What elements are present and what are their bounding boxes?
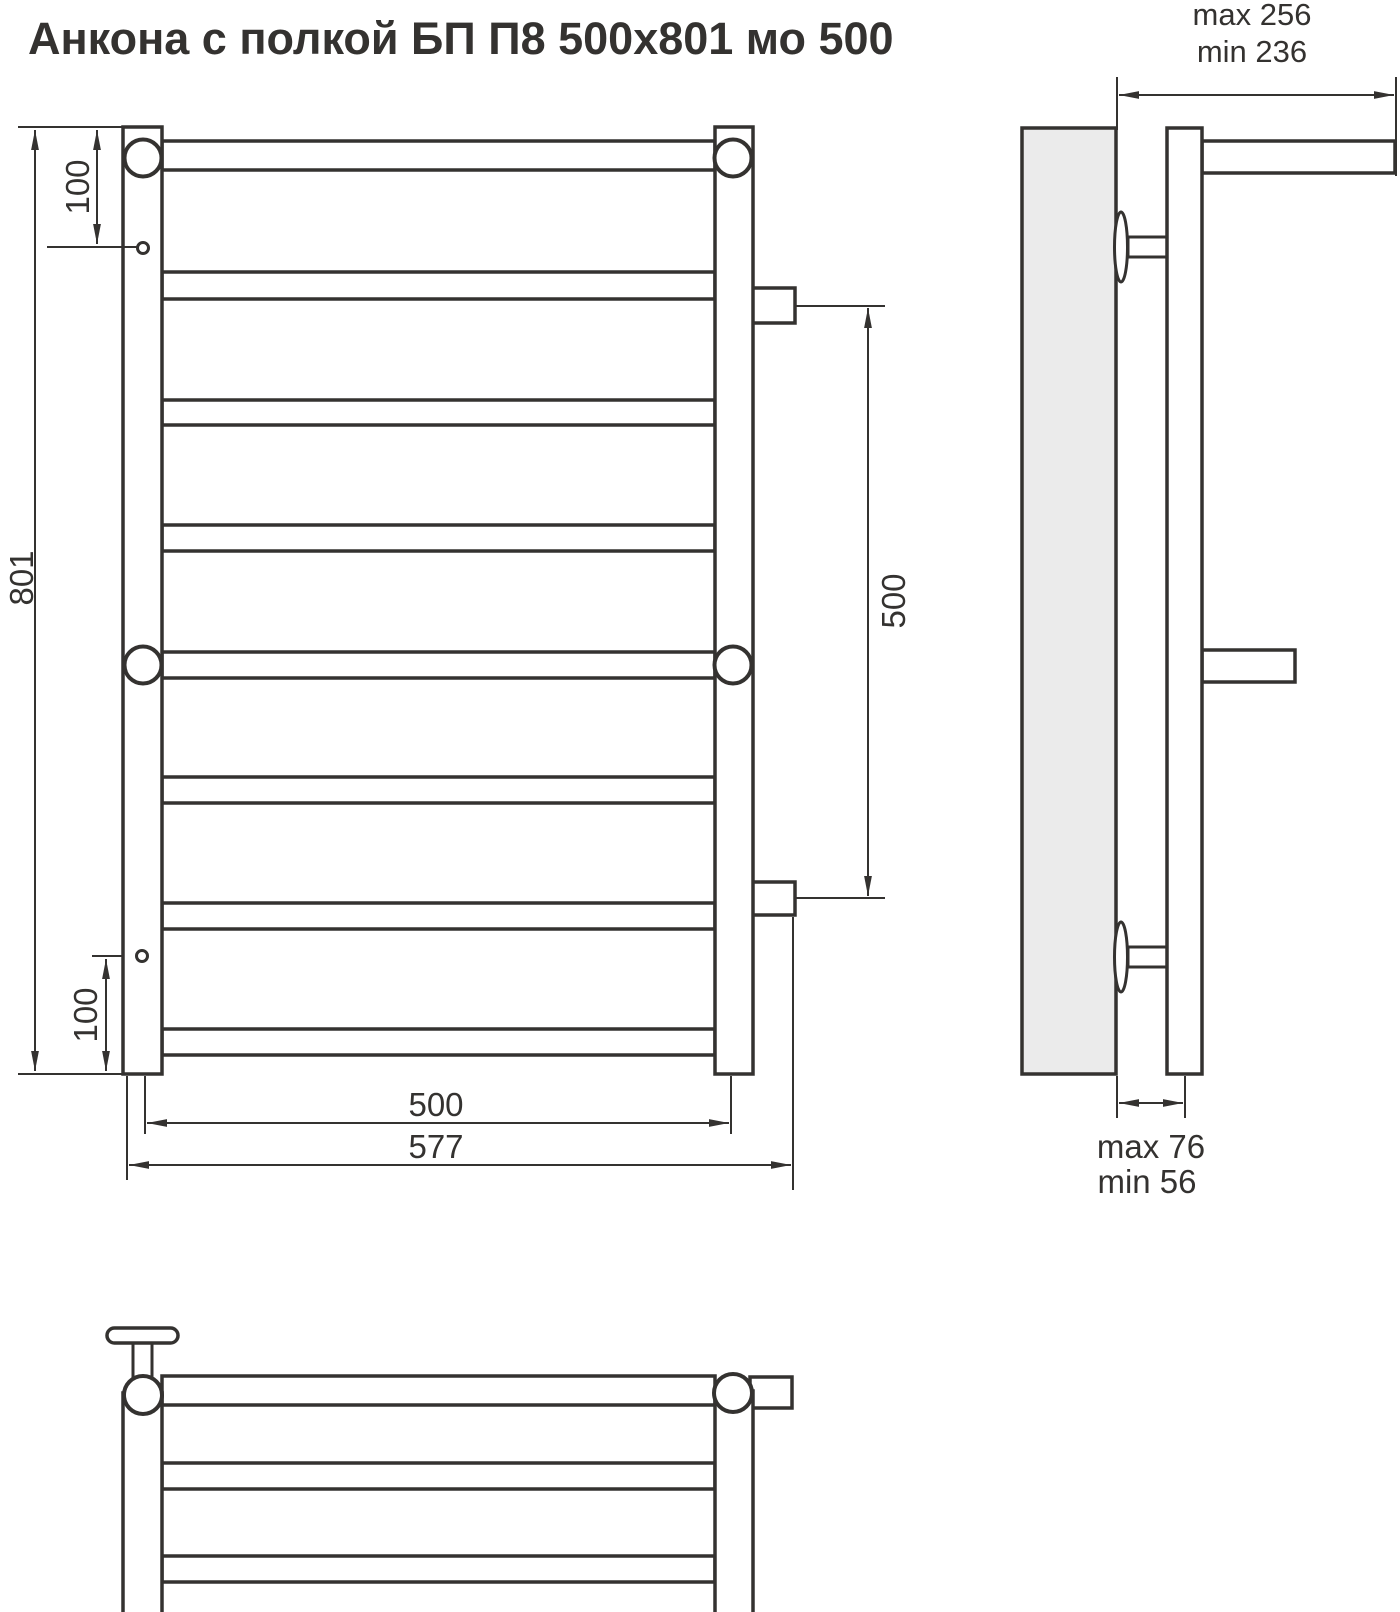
dim-label-top-offset: 100 [59,159,96,215]
dim-connector-spacing [796,306,912,898]
top-view-bracket-right [714,1374,752,1412]
dim-label-overall-height: 801 [3,550,40,606]
dim-bottom-offset [67,956,123,1071]
side-mid-connector [1202,650,1295,682]
front-bracket-top-left [125,140,162,177]
dim-label-overall-width: 577 [408,1128,464,1165]
side-screw-bottom [1115,922,1168,992]
top-view-left-post [123,1393,162,1612]
drawing-title: Анкона с полкой БП П8 500х801 мо 500 [28,13,894,64]
side-wall-plate [1022,128,1116,1074]
dim-label-clearance-min: min 56 [1097,1163,1197,1200]
front-bracket-top-right [715,140,752,177]
side-view [1022,128,1395,1074]
top-view [107,1328,792,1612]
top-view-bracket-left [124,1376,162,1414]
front-connector-bottom [752,882,795,915]
front-rung-6 [162,777,715,803]
front-connector-top [752,288,795,323]
top-view-shelf-bar-2 [162,1556,715,1582]
front-bracket-mid-left [125,647,162,684]
dim-label-bottom-offset: 100 [67,987,104,1043]
front-rung-2 [162,272,715,299]
front-right-post [715,127,753,1074]
front-rung-5 [162,652,715,678]
front-rung-1 [162,141,715,170]
side-post [1167,128,1202,1074]
front-rung-4 [162,525,715,551]
side-screw-top [1115,212,1168,282]
top-view-right-post [715,1391,753,1612]
front-rung-3 [162,400,715,425]
front-rung-7 [162,903,715,929]
dim-wall-clearance [1097,1076,1205,1200]
top-view-wall-plate [107,1328,178,1343]
dim-axis-width [145,1076,731,1134]
front-view [123,127,795,1074]
dim-label-connector-spacing: 500 [875,573,912,629]
top-view-connector [750,1377,792,1408]
top-view-rung [162,1376,715,1405]
top-view-shelf-bar-1 [162,1463,715,1489]
dim-label-depth-min: min 236 [1196,34,1308,69]
top-view-bracket-stem [133,1342,152,1378]
front-screw-hole-top [138,243,149,254]
dim-label-clearance-max: max 76 [1096,1128,1206,1165]
dim-label-depth-max: max 256 [1192,0,1312,32]
front-bracket-mid-right [715,647,752,684]
side-view-dimensions [1097,0,1396,1200]
front-left-post [123,127,162,1074]
dim-label-axis-width: 500 [408,1086,464,1123]
front-screw-hole-bottom [137,951,148,962]
front-rung-8 [162,1029,715,1055]
dim-overall-height [3,127,123,1074]
side-shelf-tube [1202,141,1395,173]
